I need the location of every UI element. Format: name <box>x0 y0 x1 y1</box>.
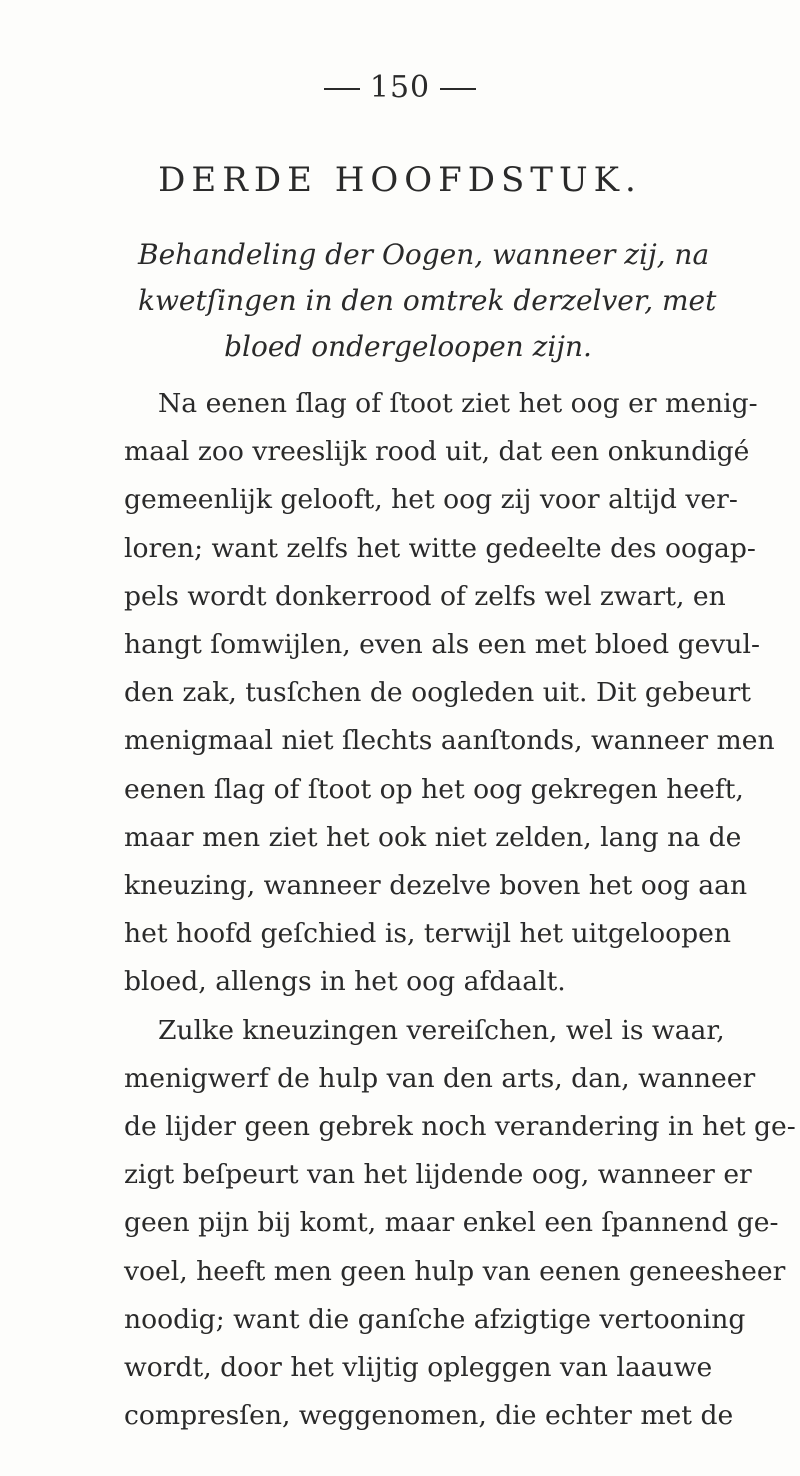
page-number-header <box>0 70 800 105</box>
body-line: den zak, tusſchen de oogleden uit. Dit gebeurt <box>124 677 751 709</box>
body-line: pels wordt donkerrood of zelfs wel zwart, en <box>124 580 726 612</box>
page-number: 150 <box>369 70 431 105</box>
body-line: maar men ziet het ook niet zelden, lang na de <box>124 821 742 853</box>
chapter-subtitle <box>138 232 717 370</box>
body-line: Na eenen ſlag of ſtoot ziet het oog er menig- <box>158 388 758 419</box>
body-line: geen pijn bij komt, maar enkel een ſpannend ge- <box>124 1207 779 1239</box>
body-line: kneuzing, wanneer dezelve boven het oog aan <box>124 870 748 902</box>
subtitle-line: Behandeling der Oogen, wanneer zij, na <box>138 238 710 271</box>
left-dash-ornament <box>324 88 360 90</box>
body-line: Zulke kneuzingen vereiſchen, wel is waar, <box>158 1014 725 1046</box>
body-line: gemeenlijk gelooft, het oog zij voor altijd ver- <box>124 484 738 516</box>
body-line: bloed, allengs in het oog afdaalt. <box>124 966 566 998</box>
body-text <box>124 380 796 1440</box>
body-line: eenen ſlag of ſtoot op het oog gekregen heeft, <box>124 773 744 805</box>
body-line: noodig; want die ganſche afzigtige vertooning <box>124 1303 746 1335</box>
body-line: het hoofd geſchied is, terwijl het uitgeloopen <box>124 918 731 950</box>
subtitle-line: bloed ondergeloopen zijn. <box>224 330 592 363</box>
chapter-title: DERDE HOOFDSTUK. <box>158 160 642 200</box>
body-line: menigwerf de hulp van den arts, dan, wanneer <box>124 1062 756 1094</box>
body-line: menigmaal niet ſlechts aanſtonds, wanneer men <box>124 725 775 757</box>
body-line: de lijder geen gebrek noch verandering in het ge- <box>124 1111 796 1143</box>
body-line: maal zoo vreeslijk rood uit, dat een onkundigé <box>124 436 750 468</box>
body-line: voel, heeft men geen hulp van eenen geneesheer <box>124 1255 786 1287</box>
body-line: loren; want zelfs het witte gedeelte des oogap- <box>124 532 756 564</box>
right-dash-ornament <box>440 88 476 90</box>
body-line: wordt, door het vlijtig opleggen van laauwe <box>124 1352 713 1384</box>
body-line: zigt beſpeurt van het lijdende oog, wanneer er <box>124 1159 752 1191</box>
body-line: hangt ſomwijlen, even als een met bloed gevul- <box>124 629 760 661</box>
subtitle-line: kwetſingen in den omtrek derzelver, met <box>138 284 717 317</box>
body-line: compresſen, weggenomen, die echter met de <box>124 1400 734 1432</box>
